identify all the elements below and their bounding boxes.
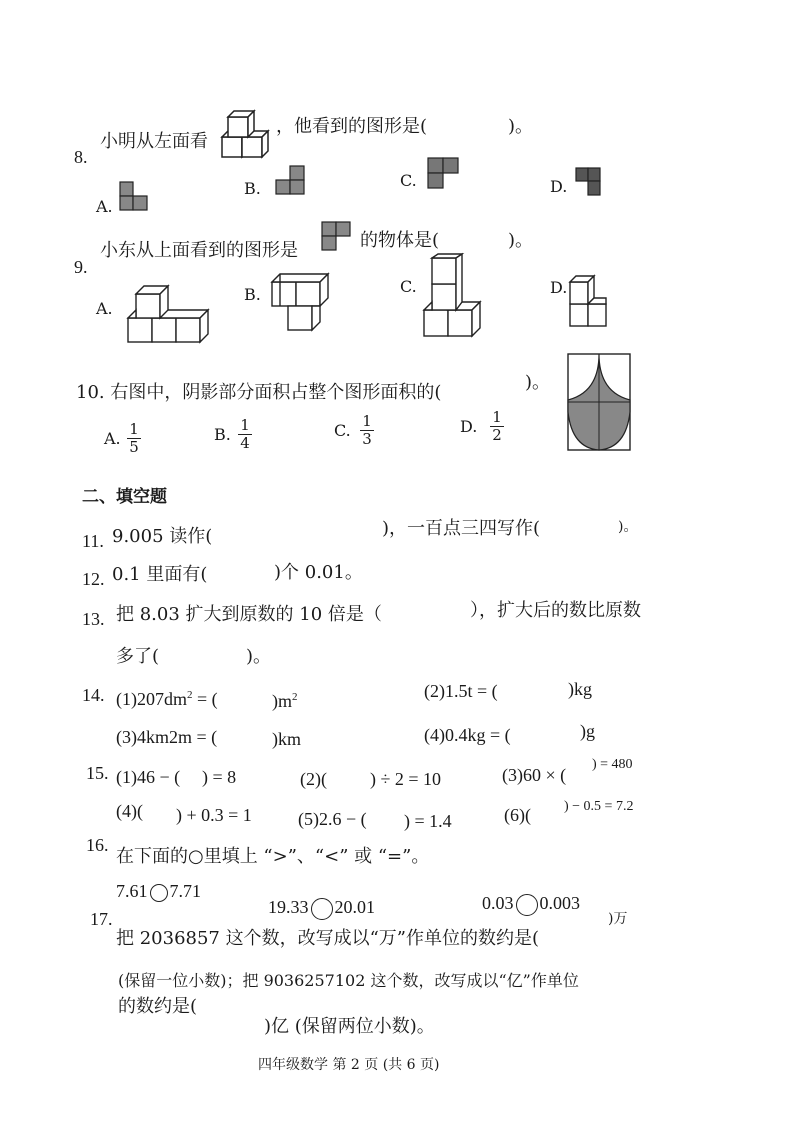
q13-text-d: )。 bbox=[246, 646, 272, 667]
q15-part6-b: ) − 0.5 = 7.2 bbox=[564, 799, 634, 814]
compare-circle-2[interactable] bbox=[311, 898, 333, 920]
q16-compare-1: 7.61 7.71 bbox=[116, 881, 201, 901]
q9-number: 9. bbox=[74, 257, 88, 277]
q11-number: 11. bbox=[82, 531, 104, 551]
q10-option-b-fraction: 1 4 bbox=[238, 418, 252, 451]
q10-text-end: )。 bbox=[525, 372, 551, 393]
q9-option-b-figure bbox=[268, 270, 332, 334]
q8-option-c-shape bbox=[426, 156, 462, 192]
q9-text-b: 的物体是( bbox=[360, 230, 440, 251]
q15-part3-a: (3)60 × ( bbox=[502, 765, 567, 785]
q9-option-a-label: A. bbox=[96, 299, 113, 318]
q8-text-a: 小明从左面看 bbox=[100, 131, 208, 152]
q12-number: 12. bbox=[82, 569, 105, 589]
q15-part6-a: (6)( bbox=[504, 805, 531, 825]
q10-text: 10. 右图中，阴影部分面积占整个图形面积的( bbox=[76, 382, 442, 403]
q16-compare-3: 0.03 0.003 bbox=[482, 892, 580, 916]
q11-text-c: )。 bbox=[618, 519, 638, 535]
q10-option-d-fraction: 1 2 bbox=[490, 410, 504, 443]
compare-circle-3[interactable] bbox=[516, 894, 538, 916]
q16-compare-2: 19.33 20.01 bbox=[268, 896, 375, 920]
q10-shaded-figure bbox=[566, 352, 632, 452]
q12-text-b: )个 0.01。 bbox=[274, 562, 363, 583]
q14-part4-a: (4)0.4kg = ( bbox=[424, 725, 511, 745]
q15-part4-a: (4)( bbox=[116, 801, 143, 821]
q8-option-b-shape bbox=[274, 164, 308, 198]
q10-option-d-label: D. bbox=[460, 417, 478, 436]
q8-option-a-shape bbox=[118, 180, 150, 214]
q13-number: 13. bbox=[82, 609, 105, 629]
q15-number: 15. bbox=[86, 763, 109, 783]
q14-part2-a: (2)1.5t = ( bbox=[424, 681, 498, 701]
q9-topview-shape bbox=[320, 220, 354, 254]
q8-option-c-label: C. bbox=[400, 171, 417, 190]
q8-cube-figure bbox=[216, 107, 276, 163]
q16-text: 在下面的○里填上 “>”、“<” 或 “=”。 bbox=[116, 846, 430, 867]
q15-part5-b: ) = 1.4 bbox=[404, 811, 452, 831]
q9-option-d-label: D. bbox=[550, 278, 568, 297]
page-footer: 四年级数学 第 2 页 (共 6 页) bbox=[258, 1057, 440, 1073]
q15-part3-b: ) = 480 bbox=[592, 757, 633, 772]
q14-part3-b: )km bbox=[272, 729, 301, 749]
q8-option-d-shape bbox=[574, 166, 602, 200]
q13-text-b: ），扩大后的数比原数 bbox=[470, 600, 641, 621]
q10-option-c-label: C. bbox=[334, 421, 351, 440]
q14-part1: $(1)207dm^2$ = ( bbox=[116, 689, 218, 709]
q14-part2-b: )kg bbox=[568, 679, 592, 699]
q11-text-b: )，一百点三四写作( bbox=[382, 518, 541, 539]
q9-text-a: 小东从上面看到的图形是 bbox=[100, 240, 298, 261]
q15-part1-a: (1)46 − ( bbox=[116, 767, 181, 787]
section2-title: 二、填空题 bbox=[82, 487, 167, 507]
q9-option-c-label: C. bbox=[400, 277, 417, 296]
q8-text-c: )。 bbox=[508, 116, 534, 137]
q9-option-c-figure bbox=[420, 254, 492, 340]
q15-part1-b: ) = 8 bbox=[202, 767, 237, 787]
q10-option-b-label: B. bbox=[214, 425, 231, 444]
q17-line-2: (保留一位小数)；把 9036257102 这个数，改写成以“亿”作单位 bbox=[118, 971, 579, 990]
q17-line-1-end: )万 bbox=[608, 911, 628, 927]
q14-part4-b: )g bbox=[580, 721, 595, 741]
q13-text-a: 把 8.03 扩大到原数的 10 倍是（ bbox=[116, 604, 382, 625]
q8-option-a-label: A. bbox=[96, 197, 113, 216]
q8-option-b-label: B. bbox=[244, 179, 261, 198]
q10-option-a-fraction: 1 5 bbox=[127, 422, 141, 455]
q15-part5-a: (5)2.6 − ( bbox=[298, 809, 367, 829]
compare-circle-1[interactable] bbox=[150, 884, 168, 902]
q10-option-c-fraction: 1 3 bbox=[360, 414, 374, 447]
q9-option-b-label: B. bbox=[244, 285, 261, 304]
q17-line-3: 的数约是( bbox=[118, 996, 198, 1017]
q9-option-a-figure bbox=[124, 280, 210, 346]
q12-text-a: 0.1 里面有( bbox=[112, 564, 208, 585]
q10-option-a-label: A. bbox=[104, 429, 121, 448]
q14-part1-unit: )$m^2$ bbox=[272, 691, 298, 711]
q14-part3-a: (3)4km2m = ( bbox=[116, 727, 218, 747]
q17-number: 17. bbox=[90, 909, 113, 929]
q15-part2-a: (2)( bbox=[300, 769, 327, 789]
q14-number: 14. bbox=[82, 685, 105, 705]
q15-part4-b: ) + 0.3 = 1 bbox=[176, 805, 252, 825]
q17-line-4: )亿 (保留两位小数)。 bbox=[264, 1016, 435, 1037]
q9-option-d-figure bbox=[566, 272, 612, 332]
q16-number: 16. bbox=[86, 835, 109, 855]
q17-line-1: 把 2036857 这个数，改写成以“万”作单位的数约是( bbox=[116, 928, 540, 949]
q11-text-a: 9.005 读作( bbox=[112, 526, 213, 547]
q8-text-b: ，他看到的图形是( bbox=[276, 116, 428, 137]
q13-text-c: 多了( bbox=[116, 646, 160, 667]
q8-option-d-label: D. bbox=[550, 177, 568, 196]
q9-text-c: )。 bbox=[508, 230, 534, 251]
q8-number: 8. bbox=[74, 147, 88, 167]
q15-part2-b: ) ÷ 2 = 10 bbox=[370, 769, 442, 789]
